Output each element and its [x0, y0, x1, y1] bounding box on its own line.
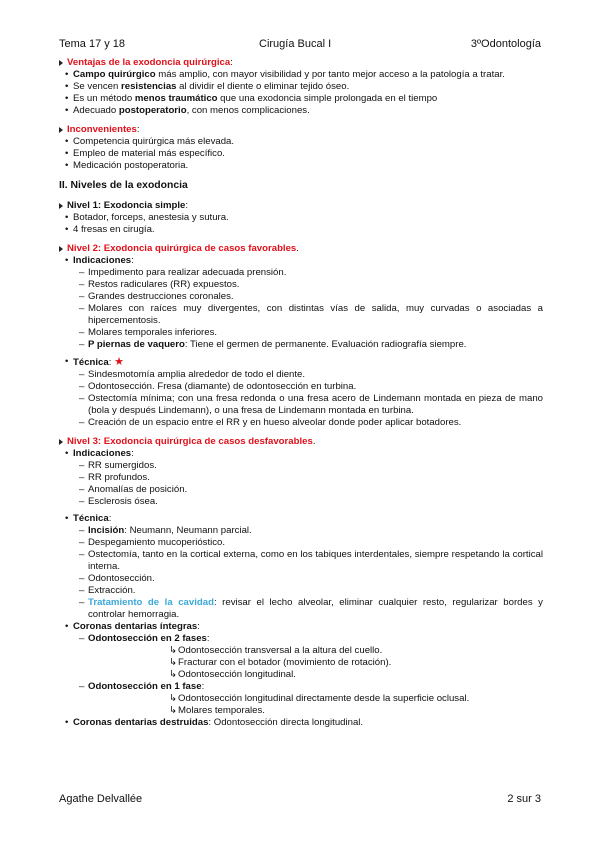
nivel3-section [59, 436, 543, 729]
item-text: Molares temporales inferiores. [88, 327, 218, 338]
item-text: Molares con raíces muy divergentes, con distintas vías de salida, muy curvadas o asociadas a hipercementosis. [88, 303, 543, 326]
item-text: : Odontosección directa longitudinal. [208, 717, 364, 728]
nivel3-heading: Nivel 3: Exodoncia quirúrgica de casos desfavorables. [59, 436, 543, 448]
subheading: • Técnica: ★ [65, 356, 124, 368]
item-text: Ostectomía mínima; con una fresa redonda o una fresa acero de Lindemann montada en pieza de mano (bola y después Lindemann), o una fresa de Lindemann montada en turbina. [88, 393, 543, 416]
item-text: Odontosección. Fresa (diamante) de odontosección en turbina. [88, 381, 357, 392]
nivel2-heading: Nivel 2: Exodoncia quirúrgica de casos favorables. [59, 243, 543, 255]
list-item [59, 645, 543, 657]
bold-term: menos traumático [134, 93, 218, 104]
nivel2-title: Nivel 2: Exodoncia quirúrgica de casos favorables [67, 243, 297, 254]
list-item: – Grandes destrucciones coronales. [79, 291, 234, 302]
item-text: : Tiene el germen de permanente. Evaluación radiografía siempre. [184, 339, 467, 350]
return-arrow-icon: ↳ [169, 657, 178, 668]
list-item: • Adecuado postoperatorio, con menos complicaciones. [65, 105, 310, 116]
ventajas-heading: Ventajas de la exodoncia quirúrgica: [59, 57, 543, 69]
list-item: • Campo quirúrgico más amplio, con mayor visibilidad y por tanto mejor acceso a la patología a tratar. [65, 69, 505, 80]
triangle-bullet-icon [59, 203, 63, 209]
list-item: – Sindesmotomía amplia alrededor de todo el diente. [79, 369, 306, 380]
indicaciones-label: Indicaciones [73, 255, 132, 266]
list-item: – Extracción. [79, 585, 136, 596]
tecnica-label: Técnica [73, 513, 109, 524]
item-text: Molares temporales. [178, 705, 265, 716]
highlight-term: Tratamiento de la cavidad [88, 597, 214, 608]
list-item: – Incisión: Neumann, Neumann parcial. [79, 525, 252, 536]
list-item: – P piernas de vaquero: Tiene el germen de permanente. Evaluación radiografía siempre. [79, 339, 467, 350]
item-text: Odontosección. [88, 573, 155, 584]
section-heading: II. Niveles de la exodoncia [59, 180, 188, 191]
bold-term: Coronas dentarias destruidas [73, 717, 209, 728]
inconvenientes-heading: Inconvenientes: [59, 124, 543, 136]
return-arrow-icon: ↳ [169, 669, 178, 680]
list-item [59, 693, 543, 705]
ventajas-title: Ventajas de la exodoncia quirúrgica [67, 57, 231, 68]
item-text: Odontosección longitudinal. [178, 669, 296, 680]
list-item: – Anomalías de posición. [79, 484, 188, 495]
list-item: – Tratamiento de la cavidad: revisar el lecho alveolar, eliminar cualquier resto, regularizar bordes y controlar hemorragia. [79, 597, 543, 620]
list-item: – Molares temporales inferiores. [79, 327, 218, 338]
item-text: RR sumergidos. [88, 460, 157, 471]
item-text: Despegamiento mucoperióstico. [88, 537, 226, 548]
list-item: • Se vencen resistencias al dividir el diente o eliminar tejido óseo. [65, 81, 350, 92]
list-item [59, 657, 543, 669]
item-text: Esclerosis ósea. [88, 496, 158, 507]
inconvenientes-title: Inconvenientes [67, 124, 137, 135]
page-header [59, 38, 541, 52]
item-text: Competencia quirúrgica más elevada. [73, 136, 235, 147]
list-item: – Ostectomía, tanto en la cortical externa, como en los tabiques interdentales, siempre respetando la cortical interna. [79, 549, 543, 572]
list-item: • Botador, forceps, anestesia y sutura. [65, 212, 229, 223]
item-text: Restos radiculares (RR) expuestos. [88, 279, 240, 290]
item-text: Botador, forceps, anestesia y sutura. [73, 212, 229, 223]
header-topic: Tema 17 y 18 [59, 38, 126, 50]
subheading: • Técnica: [65, 513, 112, 524]
inconvenientes-section [59, 124, 543, 172]
item-text: Ostectomía, tanto en la cortical externa, como en los tabiques interdentales, siempre respetando la cortical interna. [88, 549, 543, 572]
list-item: – Odontosección en 2 fases: [79, 633, 210, 644]
bold-term: P piernas de vaquero [88, 339, 185, 350]
triangle-bullet-icon [59, 439, 63, 445]
item-text: , con menos complicaciones. [186, 105, 310, 116]
item-text: Medicación postoperatoria. [73, 160, 189, 171]
bold-term: Odontosección en 2 fases [88, 633, 207, 644]
list-item: • Medicación postoperatoria. [65, 160, 189, 171]
page-footer [59, 793, 541, 807]
list-item: • Competencia quirúrgica más elevada. [65, 136, 235, 147]
indicaciones-label: Indicaciones [73, 448, 132, 459]
triangle-bullet-icon [59, 246, 63, 252]
item-text: Empleo de material más específico. [73, 148, 225, 159]
list-item [59, 705, 543, 717]
item-text: Odontosección longitudinal directamente desde la superficie oclusal. [178, 693, 470, 704]
item-text: más amplio, con mayor visibilidad y por tanto mejor acceso a la patología a tratar. [155, 69, 505, 80]
list-item: – RR sumergidos. [79, 460, 157, 471]
return-arrow-icon: ↳ [169, 693, 178, 704]
list-item: • Es un método menos traumático que una exodoncia simple prolongada en el tiempo [65, 93, 438, 104]
item-text: que una exodoncia simple prolongada en el tiempo [217, 93, 438, 104]
coronas-integras-label: Coronas dentarias íntegras [73, 621, 198, 632]
list-item: – Odontosección en 1 fase: [79, 681, 205, 692]
item-text: Anomalías de posición. [88, 484, 188, 495]
return-arrow-icon: ↳ [169, 705, 178, 716]
item-text: : Neumann, Neumann parcial. [124, 525, 252, 536]
item-text: Extracción. [88, 585, 136, 596]
return-arrow-icon: ↳ [169, 645, 178, 656]
document-body [59, 57, 543, 736]
list-item: – Molares con raíces muy divergentes, con distintas vías de salida, muy curvadas o asociadas a hipercementosis. [79, 303, 543, 326]
item-text: Creación de un espacio entre el RR y en hueso alveolar donde poder aplicar botadores. [88, 417, 462, 428]
header-year: 3ºOdontología [470, 38, 541, 50]
list-item: • Coronas dentarias destruidas: Odontosección directa longitudinal. [65, 717, 364, 728]
nivel1-section [59, 200, 543, 236]
subheading: • Indicaciones: [65, 255, 134, 266]
item-text: 4 fresas en cirugía. [73, 224, 155, 235]
bold-term: postoperatorio [118, 105, 187, 116]
item-text: RR profundos. [88, 472, 150, 483]
subheading: • Indicaciones: [65, 448, 134, 459]
item-text: Impedimento para realizar adecuada prensión. [88, 267, 287, 278]
list-item: – Ostectomía mínima; con una fresa redonda o una fresa acero de Lindemann montada en pieza de mano (bola y después Lindemann), o una fresa de Lindemann montada en turbina. [79, 393, 543, 416]
item-text: Odontosección transversal a la altura del cuello. [178, 645, 383, 656]
item-text: Se vencen [73, 81, 122, 92]
bold-term: Campo quirúrgico [73, 69, 156, 80]
list-item: – Impedimento para realizar adecuada prensión. [79, 267, 287, 278]
subheading: • Coronas dentarias íntegras: [65, 621, 200, 632]
item-text: Adecuado [73, 105, 119, 116]
item-text: : revisar el lecho alveolar, eliminar cualquier resto, regularizar bordes y controlar hemorragia. [88, 597, 543, 620]
list-item: – Despegamiento mucoperióstico. [79, 537, 226, 548]
ventajas-section [59, 57, 543, 117]
star-icon: ★ [114, 356, 124, 368]
item-text: Grandes destrucciones coronales. [88, 291, 234, 302]
nivel1-title: Nivel 1: Exodoncia simple [67, 200, 186, 211]
list-item: – Restos radiculares (RR) expuestos. [79, 279, 240, 290]
page-number: 2 sur 3 [507, 793, 541, 805]
list-item: • Empleo de material más específico. [65, 148, 225, 159]
list-item: • 4 fresas en cirugía. [65, 224, 155, 235]
item-text: al dividir el diente o eliminar tejido óseo. [176, 81, 350, 92]
list-item [59, 669, 543, 681]
header-course: Cirugía Bucal I [259, 38, 332, 50]
list-item: – Odontosección. [79, 573, 155, 584]
item-text: Es un método [73, 93, 135, 104]
nivel3-title: Nivel 3: Exodoncia quirúrgica de casos desfavorables [67, 436, 313, 447]
list-item: – RR profundos. [79, 472, 150, 483]
triangle-bullet-icon [59, 60, 63, 66]
bold-term: Incisión [88, 525, 125, 536]
tecnica-label: Técnica [73, 357, 109, 368]
bold-term: resistencias [121, 81, 177, 92]
list-item: – Esclerosis ósea. [79, 496, 158, 507]
footer-author: Agathe Delvallée [59, 793, 143, 805]
nivel1-heading: Nivel 1: Exodoncia simple: [59, 200, 543, 212]
item-text: Fracturar con el botador (movimiento de rotación). [178, 657, 392, 668]
list-item: – Creación de un espacio entre el RR y en hueso alveolar donde poder aplicar botadores. [79, 417, 462, 428]
triangle-bullet-icon [59, 127, 63, 133]
nivel2-section [59, 243, 543, 429]
item-text: Sindesmotomía amplia alrededor de todo el diente. [88, 369, 306, 380]
bold-term: Odontosección en 1 fase [88, 681, 202, 692]
list-item: – Odontosección. Fresa (diamante) de odontosección en turbina. [79, 381, 357, 392]
